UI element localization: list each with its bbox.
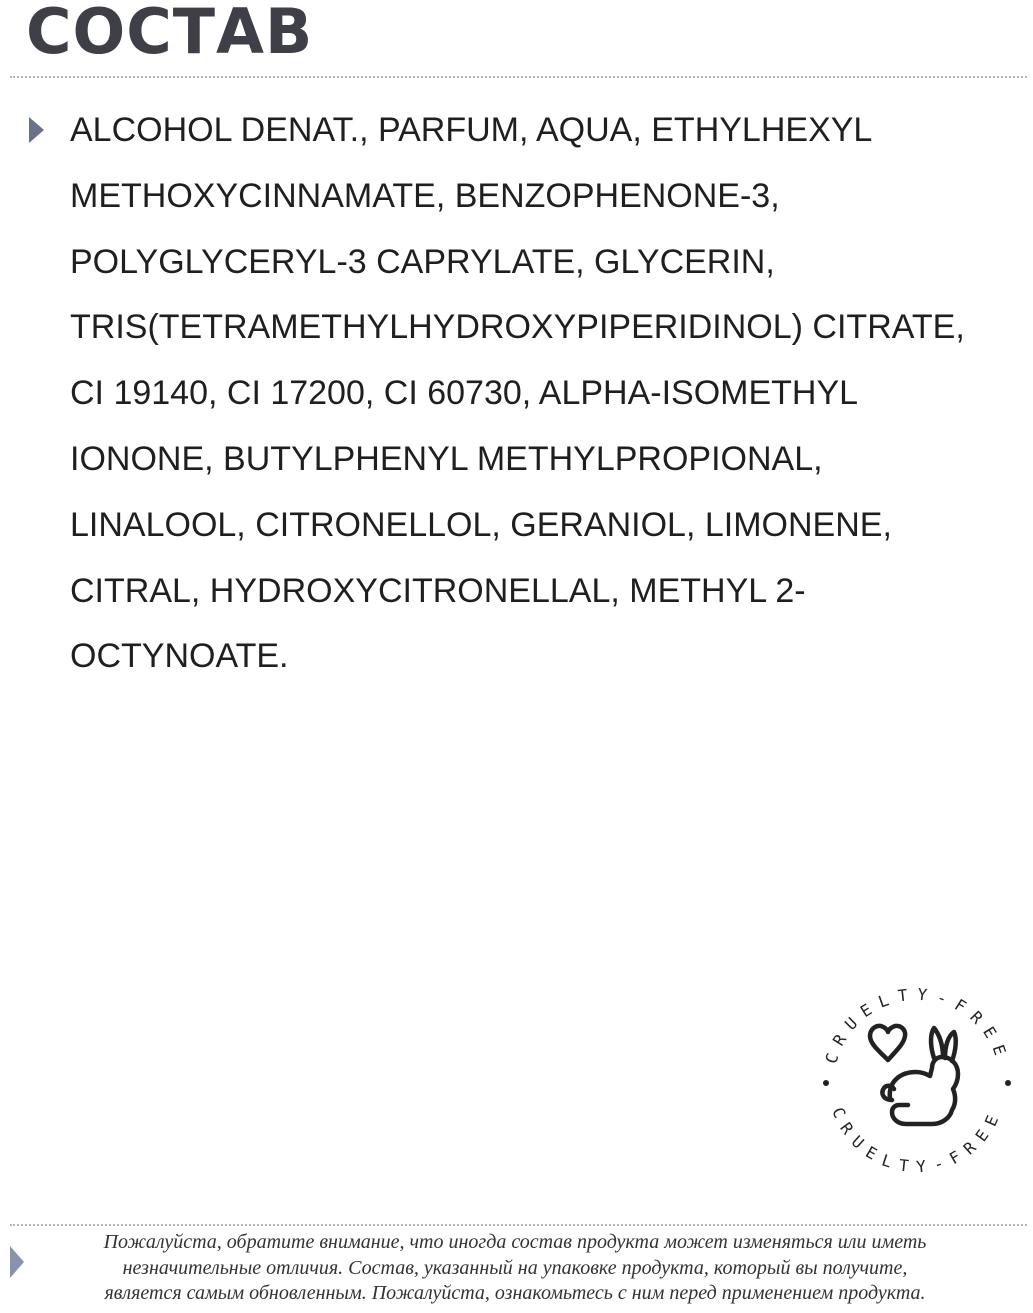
badge-bottom-text: CRUELTY-FREE (828, 1104, 1006, 1177)
bullet-arrow-icon (29, 117, 44, 143)
disclaimer-line: является самым обновленным. Пожалуйста, ознакомьтесь с ним перед применением продукта. (104, 1282, 926, 1304)
disclaimer-line: Пожалуйста, обратите внимание, что иногда состав продукта может изменяться или иметь (103, 1231, 927, 1253)
bottom-dotted-divider (10, 1224, 1027, 1226)
disclaimer-line: незначительные отличия. Состав, указанный на упаковке продукта, который вы получите, (122, 1256, 908, 1279)
ingredients-line: IONONE, BUTYLPHENYL METHYLPROPIONAL, (70, 439, 823, 478)
ingredients-line: LINALOOL, CITRONELLOL, GERANIOL, LIMONENE, (70, 505, 892, 544)
ingredients-line: METHOXYCINNAMATE, BENZOPHENONE-3, (70, 176, 780, 215)
disclaimer-note (40, 1230, 990, 1307)
ingredients-list (70, 98, 1000, 690)
badge-dot-icon (1005, 1080, 1011, 1086)
badge-top-text: CRUELTY-FREE (821, 984, 1013, 1067)
note-arrow-icon (10, 1246, 24, 1278)
ingredients-line: TRIS(TETRAMETHYLHYDROXYPIPERIDINOL) CITRATE, (70, 308, 965, 347)
ingredients-line: OCTYNOATE. (70, 637, 289, 676)
cruelty-free-badge (806, 972, 1028, 1194)
ingredients-line: CITRAL, HYDROXYCITRONELLAL, METHYL 2- (70, 571, 806, 610)
badge-dot-icon (823, 1080, 829, 1086)
ingredients-line: POLYGLYCERYL-3 CAPRYLATE, GLYCERIN, (70, 242, 775, 281)
page-title: СОСТАВ (26, 0, 314, 68)
top-dotted-divider (10, 76, 1027, 78)
ingredients-line: CI 19140, CI 17200, CI 60730, ALPHA-ISOMETHYL (70, 374, 859, 413)
ingredients-line: ALCOHOL DENAT., PARFUM, AQUA, ETHYLHEXYL (70, 111, 873, 149)
rabbit-heart-icon (870, 1026, 958, 1124)
